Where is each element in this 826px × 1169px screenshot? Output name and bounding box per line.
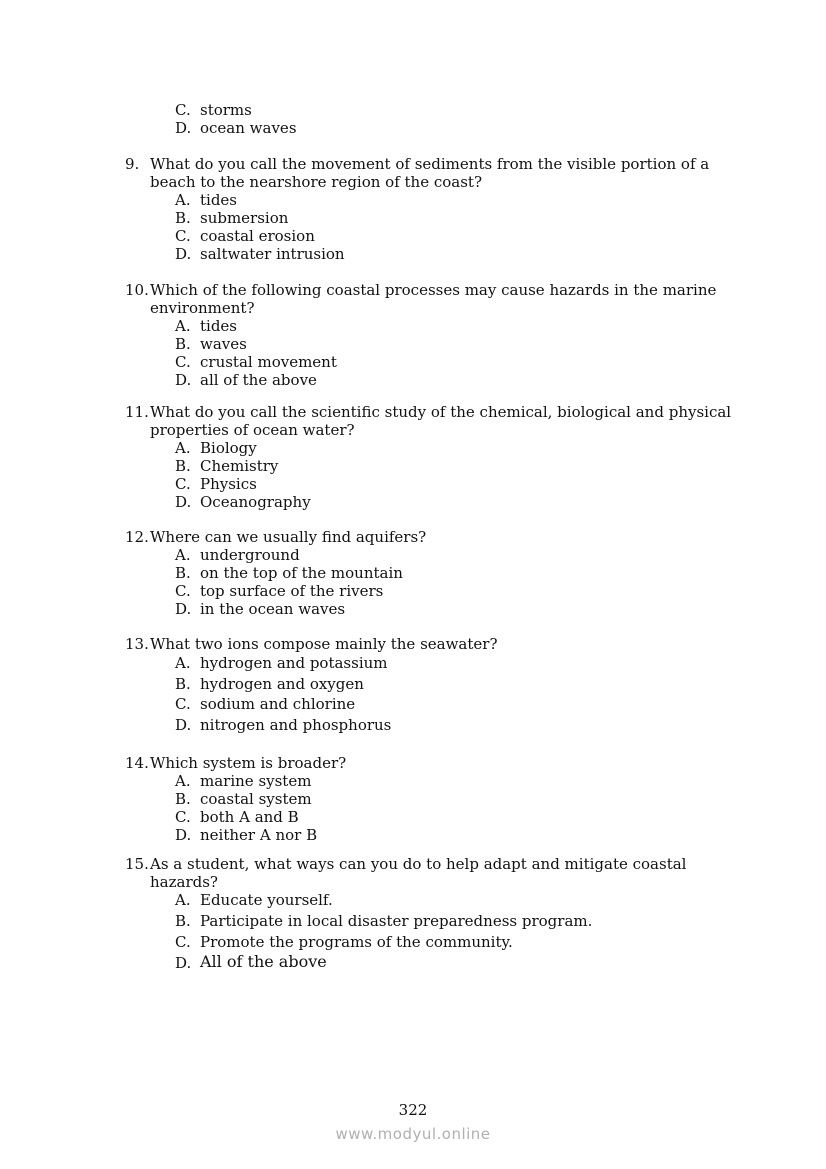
- option-letter: C.: [175, 808, 191, 826]
- option-text: Physics: [200, 475, 257, 493]
- question-text-line: What two ions compose mainly the seawater?: [150, 635, 498, 653]
- page-number: 322: [398, 1101, 428, 1119]
- option-letter: A.: [175, 772, 191, 790]
- question-text-line: environment?: [150, 299, 255, 317]
- question-text-line: Where can we usually find aquifers?: [150, 528, 427, 546]
- option-text: All of the above: [200, 952, 327, 971]
- option-letter: C.: [175, 101, 191, 119]
- question-number: 13.: [125, 635, 149, 653]
- option-text: in the ocean waves: [200, 600, 346, 618]
- option-text: crustal movement: [200, 353, 337, 371]
- option-letter: C.: [175, 933, 191, 951]
- option-text: nitrogen and phosphorus: [200, 716, 392, 734]
- option-letter: B.: [175, 564, 191, 582]
- option-text: sodium and chlorine: [200, 695, 356, 713]
- option-text: Oceanography: [200, 493, 311, 511]
- question-number: 14.: [125, 754, 149, 772]
- option-text: Educate yourself.: [200, 891, 333, 909]
- option-text: on the top of the mountain: [200, 564, 403, 582]
- option-letter: D.: [175, 826, 192, 844]
- option-text: neither A nor B: [200, 826, 318, 844]
- option-text: Biology: [200, 439, 257, 457]
- option-letter: A.: [175, 317, 191, 335]
- option-letter: D.: [175, 954, 192, 972]
- question-text-line: Which system is broader?: [150, 754, 347, 772]
- option-letter: A.: [175, 439, 191, 457]
- option-text: all of the above: [200, 371, 317, 389]
- question-number: 11.: [125, 403, 149, 421]
- option-text: underground: [200, 546, 300, 564]
- watermark: www.modyul.online: [335, 1125, 491, 1143]
- option-letter: D.: [175, 371, 192, 389]
- question-text-line: Which of the following coastal processes may cause hazards in the marine: [150, 281, 717, 299]
- question-text-line: What do you call the scientific study of the chemical, biological and physical: [150, 403, 732, 421]
- option-letter: C.: [175, 475, 191, 493]
- option-letter: B.: [175, 209, 191, 227]
- option-text: top surface of the rivers: [200, 582, 384, 600]
- option-letter: B.: [175, 457, 191, 475]
- question-number: 12.: [125, 528, 149, 546]
- question-number: 15.: [125, 855, 149, 873]
- question-text-line: As a student, what ways can you do to help adapt and mitigate coastal: [150, 855, 687, 873]
- question-number: 9.: [125, 155, 140, 173]
- option-letter: A.: [175, 191, 191, 209]
- question-text-line: What do you call the movement of sediments from the visible portion of a: [150, 155, 710, 173]
- option-text: hydrogen and potassium: [200, 654, 388, 672]
- option-letter: C.: [175, 227, 191, 245]
- option-text: marine system: [200, 772, 312, 790]
- option-text: Chemistry: [200, 457, 279, 475]
- option-text: submersion: [200, 209, 289, 227]
- option-letter: B.: [175, 912, 191, 930]
- option-letter: A.: [175, 891, 191, 909]
- option-text: Participate in local disaster preparedness program.: [200, 912, 593, 930]
- question-number: 10.: [125, 281, 149, 299]
- option-letter: B.: [175, 790, 191, 808]
- option-letter: C.: [175, 353, 191, 371]
- question-text-line: hazards?: [150, 873, 218, 891]
- option-text: tides: [200, 191, 238, 209]
- question-text-line: properties of ocean water?: [150, 421, 355, 439]
- option-letter: D.: [175, 119, 192, 137]
- option-text: ocean waves: [200, 119, 297, 137]
- option-letter: D.: [175, 716, 192, 734]
- question-text-line: beach to the nearshore region of the coast?: [150, 173, 482, 191]
- option-text: saltwater intrusion: [200, 245, 345, 263]
- option-letter: A.: [175, 546, 191, 564]
- option-text: both A and B: [200, 808, 299, 826]
- option-letter: B.: [175, 335, 191, 353]
- option-text: storms: [200, 101, 252, 119]
- option-letter: B.: [175, 675, 191, 693]
- option-text: Promote the programs of the community.: [200, 933, 513, 951]
- option-letter: C.: [175, 582, 191, 600]
- option-text: hydrogen and oxygen: [200, 675, 364, 693]
- option-text: waves: [200, 335, 247, 353]
- option-letter: D.: [175, 493, 192, 511]
- option-letter: D.: [175, 245, 192, 263]
- option-letter: A.: [175, 654, 191, 672]
- option-text: coastal system: [200, 790, 312, 808]
- option-text: tides: [200, 317, 238, 335]
- option-letter: C.: [175, 695, 191, 713]
- option-text: coastal erosion: [200, 227, 315, 245]
- option-letter: D.: [175, 600, 192, 618]
